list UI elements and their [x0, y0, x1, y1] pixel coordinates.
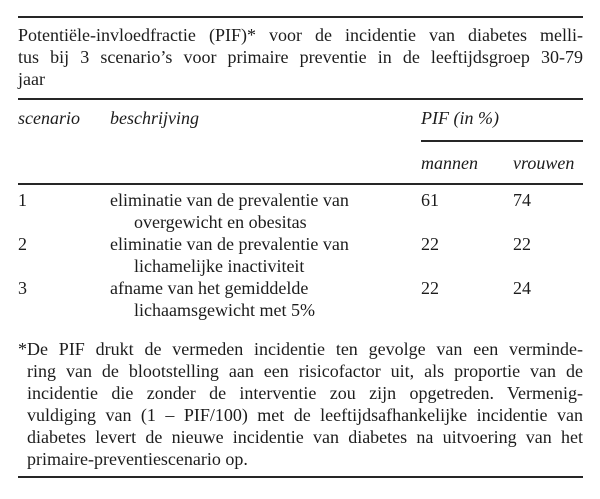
table-row: [18, 189, 583, 233]
description-line: afname van het gemiddelde: [110, 278, 309, 298]
cell-pif-mannen: 22: [421, 278, 439, 298]
description-line: lichamelijke inactiviteit: [134, 256, 305, 276]
cell-scenario: 3: [18, 278, 27, 298]
table-row: [18, 277, 583, 321]
footnote-line: incidentie die zonder de interventie zou zijn opgetreden. Vermenig-: [27, 383, 583, 403]
footnote-line: vuldiging van (1 – PIF/100) met de leeftijdsafhankelijke incidentie van: [27, 405, 583, 425]
cell-pif-mannen: 61: [421, 190, 439, 210]
column-header-mannen: mannen: [421, 153, 478, 173]
top-rule: [18, 16, 583, 18]
description-line: eliminatie van de prevalentie van: [110, 234, 349, 254]
table-header: [18, 100, 583, 183]
footnote-line: *De PIF drukt de vermeden incidentie ten gevolge van een verminde-: [18, 339, 583, 359]
cell-pif-vrouwen: 22: [513, 234, 531, 254]
cell-scenario: 1: [18, 190, 27, 210]
cell-scenario: 2: [18, 234, 27, 254]
table-title-line: jaar: [18, 69, 45, 89]
description-line: lichaamsgewicht met 5%: [134, 300, 315, 320]
description-line: eliminatie van de prevalentie van: [110, 190, 349, 210]
cell-description: [110, 233, 421, 277]
table-row: [18, 233, 583, 277]
cell-pif-mannen: 22: [421, 234, 439, 254]
cell-description: [110, 277, 421, 321]
column-header-vrouwen: vrouwen: [513, 153, 575, 173]
cell-description: [110, 189, 421, 233]
column-header-scenario: scenario: [18, 108, 80, 128]
footnote-line: diabetes levert de nieuwe incidentie van diabetes na uitvoering van het: [27, 427, 583, 447]
bottom-rule: [18, 476, 583, 478]
cell-pif-vrouwen: 74: [513, 190, 531, 210]
table-title: [18, 24, 583, 90]
cell-pif-vrouwen: 24: [513, 278, 531, 298]
table-body: [18, 185, 583, 321]
description-line: overgewicht en obesitas: [134, 212, 307, 232]
footnote-line: primaire-preventiescenario op.: [27, 449, 248, 469]
column-header-pif-group: PIF (in %): [421, 108, 499, 128]
footnote-line: ring van de blootstelling aan een risicofactor uit, als proportie van de: [27, 361, 583, 381]
table-title-line: tus bij 3 scenario’s voor primaire preventie in de leeftijdsgroep 30-79: [18, 47, 583, 67]
table-footnote: [18, 338, 583, 470]
column-header-beschrijving: beschrijving: [110, 108, 199, 128]
table-title-line: Potentiële-invloedfractie (PIF)* voor de incidentie van diabetes melli-: [18, 25, 583, 45]
